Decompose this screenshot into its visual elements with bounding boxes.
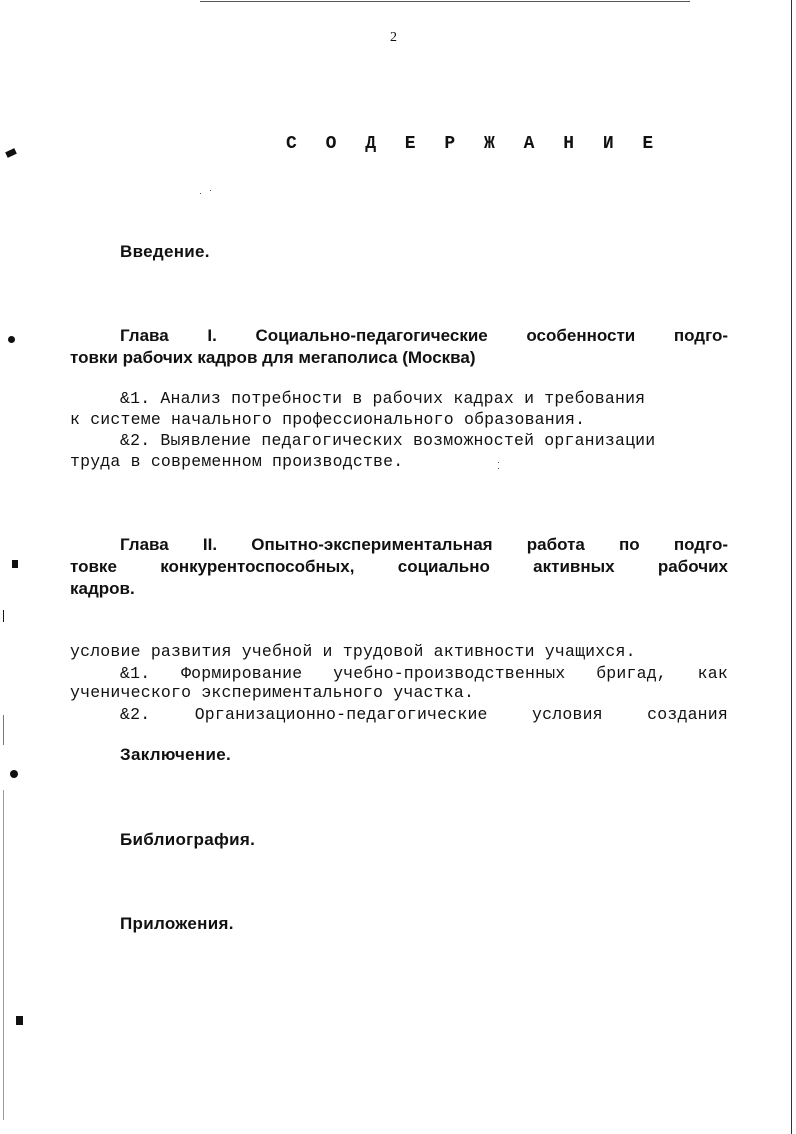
chapter2-section1-line1-text: &1. Формирование учебно-производственных бригад, как	[120, 664, 728, 683]
scan-artifact-mark	[3, 715, 4, 745]
scan-speck	[210, 190, 211, 191]
scan-artifact-mark	[3, 790, 4, 1120]
scan-artifact-mark	[16, 1016, 23, 1025]
conclusion-entry: Заключение.	[120, 745, 232, 764]
scan-speck	[200, 193, 201, 194]
chapter2-heading-line1: Глава II. Опытно-экспериментальная работа по подго-	[120, 535, 728, 554]
introduction-entry: Введение.	[120, 242, 210, 261]
chapter2-section2-line1-text: &2. Организационно-педагогические условия создания	[120, 705, 728, 724]
chapter1-heading-line2: товки рабочих кадров для мегаполиса (Москва)	[70, 348, 476, 367]
scan-artifact-mark	[3, 610, 4, 622]
scan-artifact-mark	[5, 148, 17, 158]
scan-right-edge	[791, 0, 792, 1134]
chapter2-heading-line3: кадров.	[70, 579, 135, 598]
chapter1-section2-line2: труда в современном производстве.	[70, 452, 404, 471]
page-number: 2	[390, 30, 397, 45]
bibliography-entry: Библиография.	[120, 830, 256, 849]
appendices-entry: Приложения.	[120, 914, 234, 933]
chapter2-section1-line2: условие развития учебной и трудовой активности учащихся.	[70, 642, 636, 661]
chapter2-heading-line2: товке конкурентоспособных, социально активных рабочих	[70, 557, 728, 576]
scan-top-edge	[200, 1, 690, 2]
scan-artifact-mark	[12, 560, 18, 568]
scan-speck	[498, 468, 499, 469]
scan-artifact-mark	[10, 770, 18, 778]
chapter1-heading-line1: Глава I. Социально-педагогические особенности подго-	[120, 326, 728, 345]
scan-speck	[498, 462, 499, 463]
contents-title: С О Д Е Р Ж А Н И Е	[286, 134, 663, 154]
chapter1-section1-line2: к системе начального профессионального образования.	[70, 410, 586, 429]
chapter1-section2-line1: &2. Выявление педагогических возможностей организации	[120, 431, 656, 450]
chapter2-section2-line2: ученического экспериментального участка.	[70, 683, 475, 702]
scan-artifact-mark	[8, 336, 15, 343]
chapter1-section1-line1: &1. Анализ потребности в рабочих кадрах и требования	[120, 389, 646, 408]
